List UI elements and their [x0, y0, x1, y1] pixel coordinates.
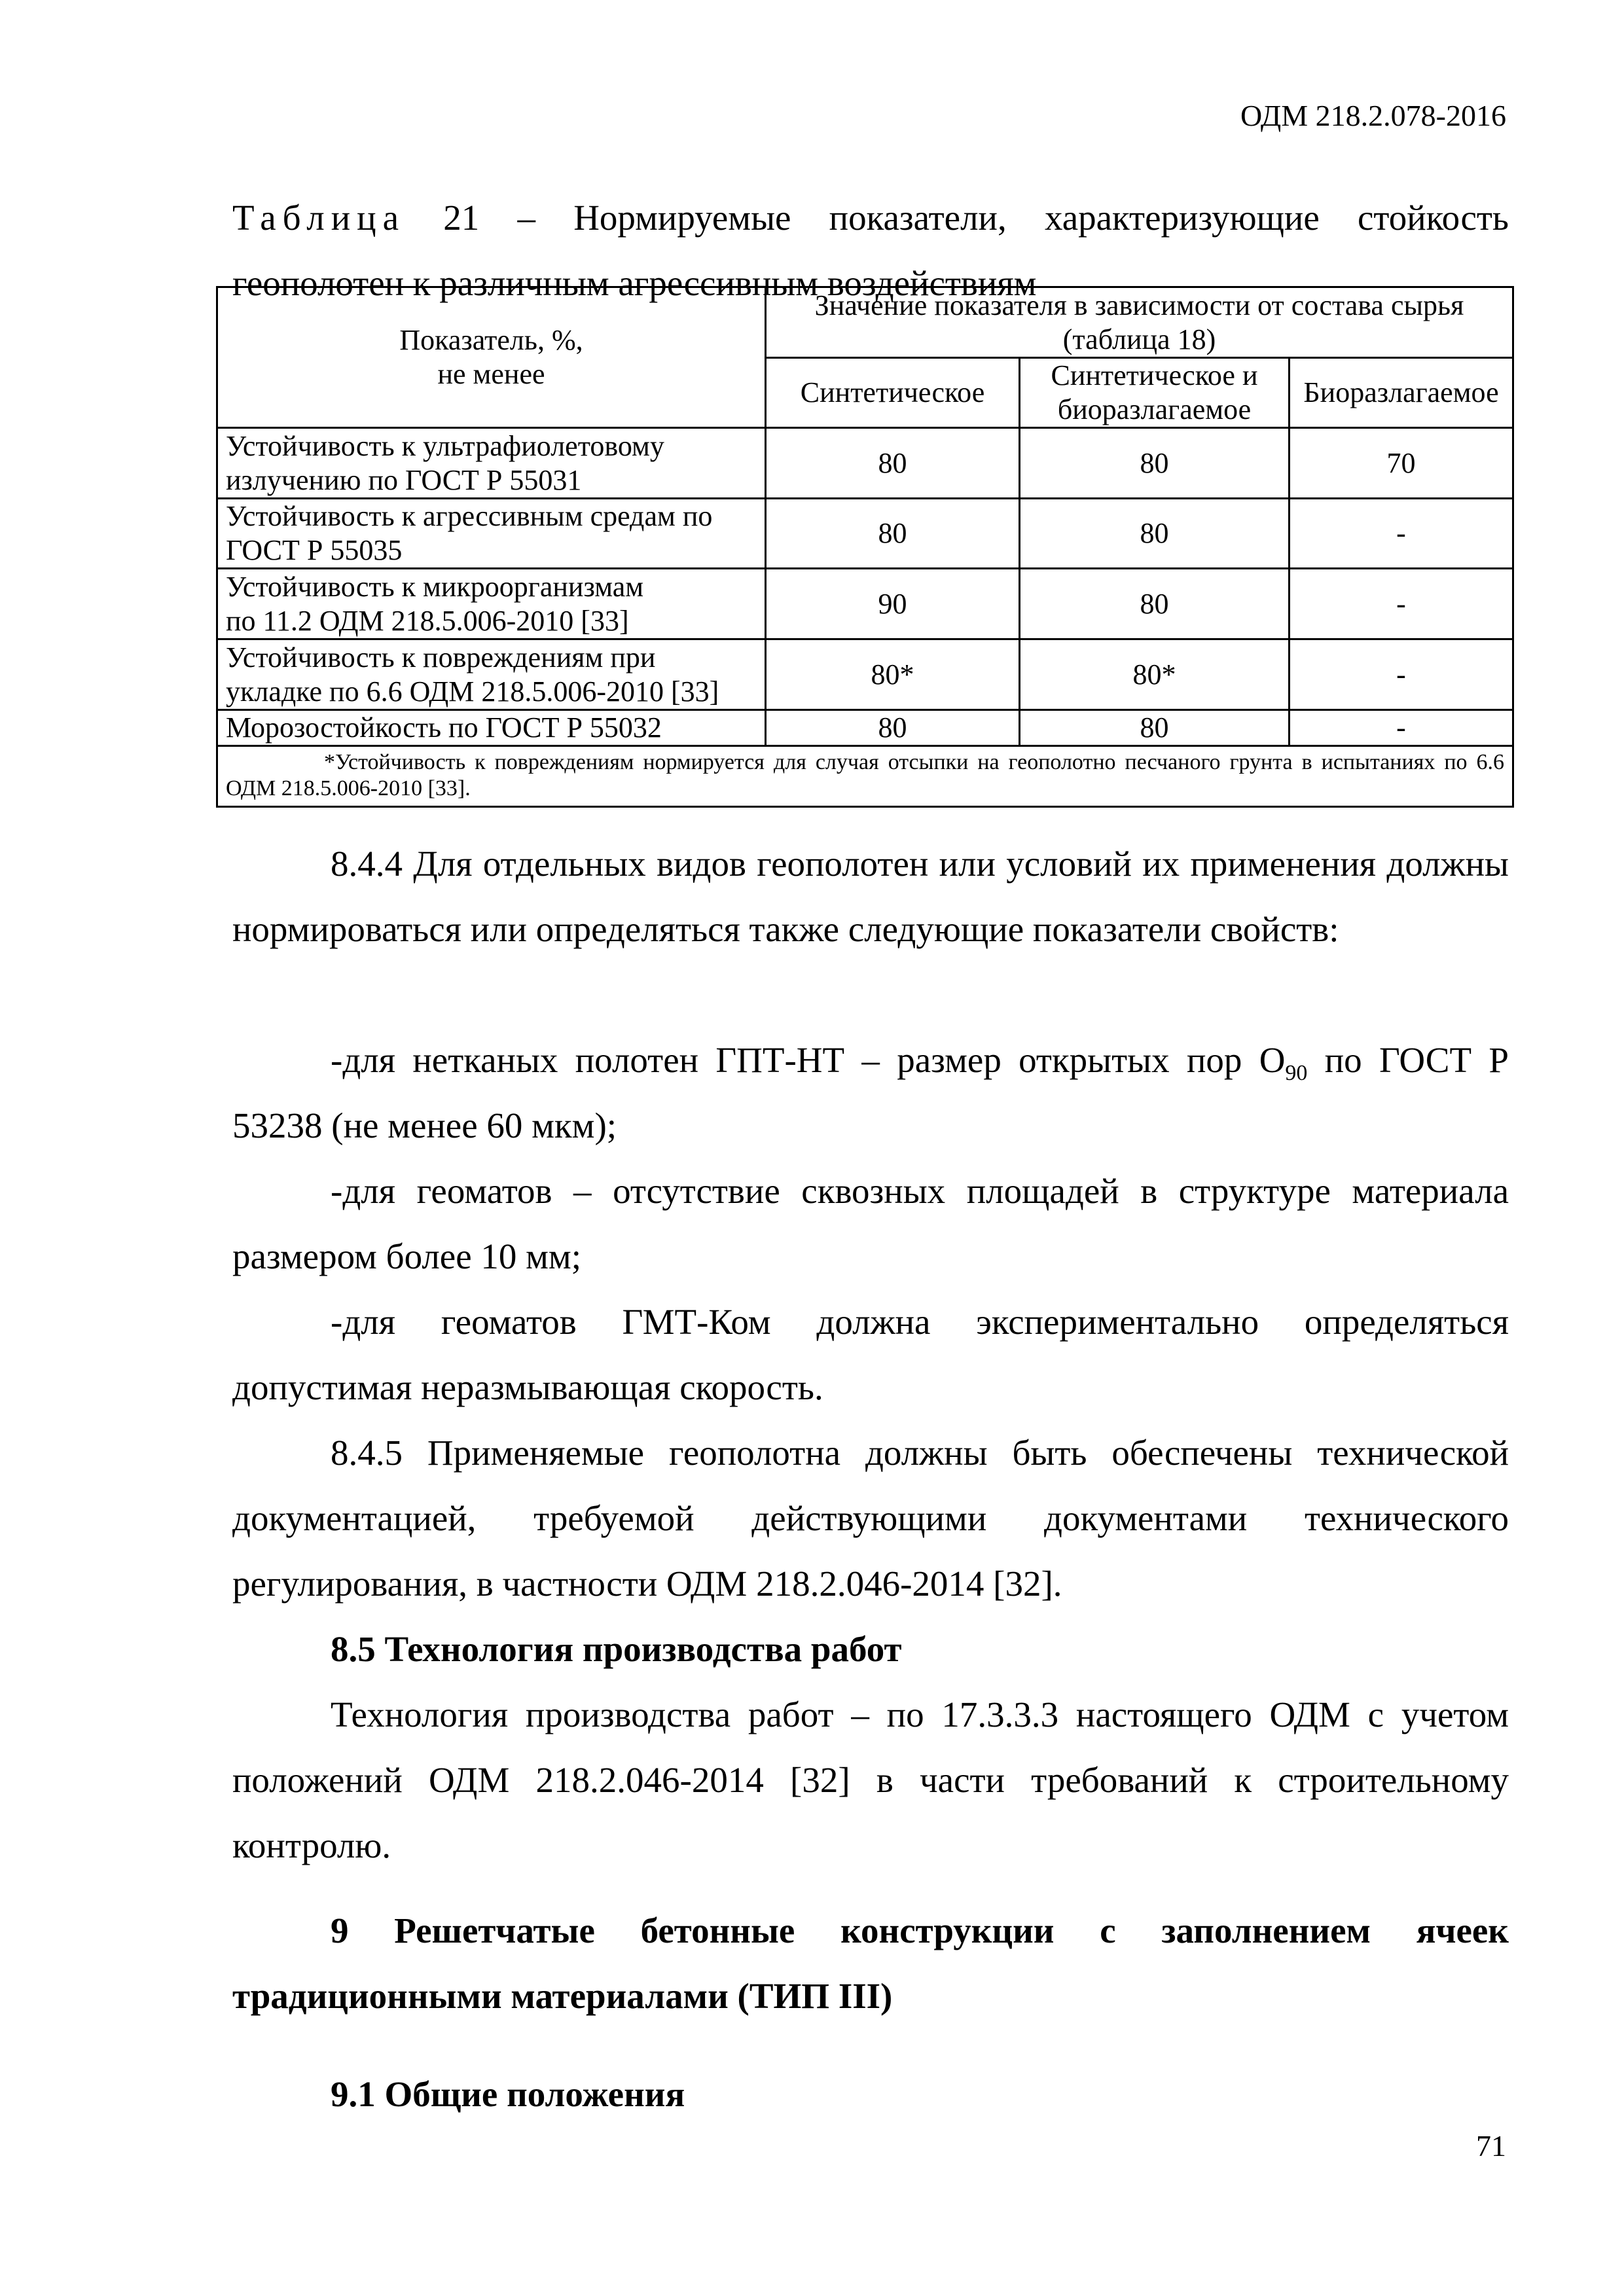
- table-row: [217, 499, 1513, 569]
- cell-synthetic-bio: 80: [1020, 569, 1290, 639]
- cell-synthetic-bio: 80: [1020, 428, 1290, 499]
- param-header-line: Показатель, %,: [399, 324, 583, 356]
- table-row: [217, 569, 1513, 639]
- param-header-line: не менее: [437, 358, 545, 390]
- cell-synthetic: 90: [766, 569, 1020, 639]
- table-row: [217, 639, 1513, 710]
- row-name: Устойчивость к повреждениям при укладке по 6.6 ОДМ 218.5.006-2010 [33]: [217, 639, 766, 710]
- table-row: [217, 710, 1513, 746]
- cell-bio: -: [1290, 639, 1513, 710]
- bullet-geomats: -для геоматов – отсутствие сквозных площадей в структуре материала размером более 10 мм;: [232, 1171, 1509, 1276]
- cell-synthetic-bio: 80*: [1020, 639, 1290, 710]
- group-header-line: (таблица 18): [1062, 323, 1216, 355]
- page-number: 71: [1476, 2129, 1506, 2162]
- cell-bio: -: [1290, 569, 1513, 639]
- heading-8-5: 8.5 Технология производства работ: [331, 1629, 902, 1669]
- cell-synthetic: 80*: [766, 639, 1020, 710]
- table-footnote: *Устойчивость к повреждениям нормируется для случая отсыпки на геополотно песчаного грунта в испытаниях по 6.6 ОДМ 218.5.006-2010 [33].: [217, 746, 1513, 807]
- value-group-header: [766, 287, 1513, 358]
- row-name: Устойчивость к микроорганизмам по 11.2 ОДМ 218.5.006-2010 [33]: [217, 569, 766, 639]
- heading-9-1: 9.1 Общие положения: [331, 2074, 685, 2114]
- cell-bio: 70: [1290, 428, 1513, 499]
- bullet-nonwoven: -для нетканых полотен ГПТ-НТ – размер открытых пор $O_{90}$ по ГОСТ Р 53238 (не менее 60 мкм);: [232, 1040, 1509, 1145]
- row-name: Устойчивость к агрессивным средам по ГОСТ Р 55035: [217, 499, 766, 569]
- col-header-bio: Биоразлагаемое: [1290, 358, 1513, 428]
- table-caption-text: 21 – Нормируемые показатели, характеризующие стойкость геополотен к различным агрессивным воздействиям: [232, 198, 1509, 303]
- cell-synthetic: 80: [766, 499, 1020, 569]
- document-code: ОДМ 218.2.078-2016: [1240, 99, 1506, 132]
- cell-synthetic-bio: 80: [1020, 710, 1290, 746]
- resistance-table: [216, 286, 1514, 808]
- paragraph-8-5: Технология производства работ – по 17.3.3.3 настоящего ОДМ с учетом положений ОДМ 218.2.046-2014 [32] в части требований к строительному контролю.: [232, 1695, 1509, 1865]
- table-footnote-row: [217, 746, 1513, 807]
- cell-synthetic: 80: [766, 428, 1020, 499]
- bullet-geomats-gmt: -для геоматов ГМТ-Ком должна экспериментально определяться допустимая неразмывающая скорость.: [232, 1302, 1509, 1407]
- subscript-90: 90: [1285, 1061, 1308, 1085]
- table-row: [217, 428, 1513, 499]
- row-name: Устойчивость к ультрафиолетовому излучению по ГОСТ Р 55031: [217, 428, 766, 499]
- paragraph-8-4-4: 8.4.4 Для отдельных видов геополотен или условий их применения должны нормироваться или определяться также следующие показатели свойств:: [232, 844, 1509, 949]
- row-name: Морозостойкость по ГОСТ Р 55032: [217, 710, 766, 746]
- cell-synthetic-bio: 80: [1020, 499, 1290, 569]
- cell-synthetic: 80: [766, 710, 1020, 746]
- col-header-synthetic-bio: Синтетическое и биоразлагаемое: [1020, 358, 1290, 428]
- paragraph-8-4-5: 8.4.5 Применяемые геополотна должны быть обеспечены технической документацией, требуемой действующими документами технического регулирования, в частности ОДМ 218.2.046-2014 [32].: [232, 1433, 1509, 1604]
- cell-bio: -: [1290, 499, 1513, 569]
- table-caption-label: Таблица: [232, 198, 405, 238]
- param-header: [217, 287, 766, 428]
- col-header-synthetic: Синтетическое: [766, 358, 1020, 428]
- group-header-line: Значение показателя в зависимости от состава сырья: [814, 289, 1464, 321]
- heading-section-9: 9 Решетчатые бетонные конструкции с заполнением ячеек традиционными материалами (ТИП III): [232, 1910, 1509, 2016]
- cell-bio: -: [1290, 710, 1513, 746]
